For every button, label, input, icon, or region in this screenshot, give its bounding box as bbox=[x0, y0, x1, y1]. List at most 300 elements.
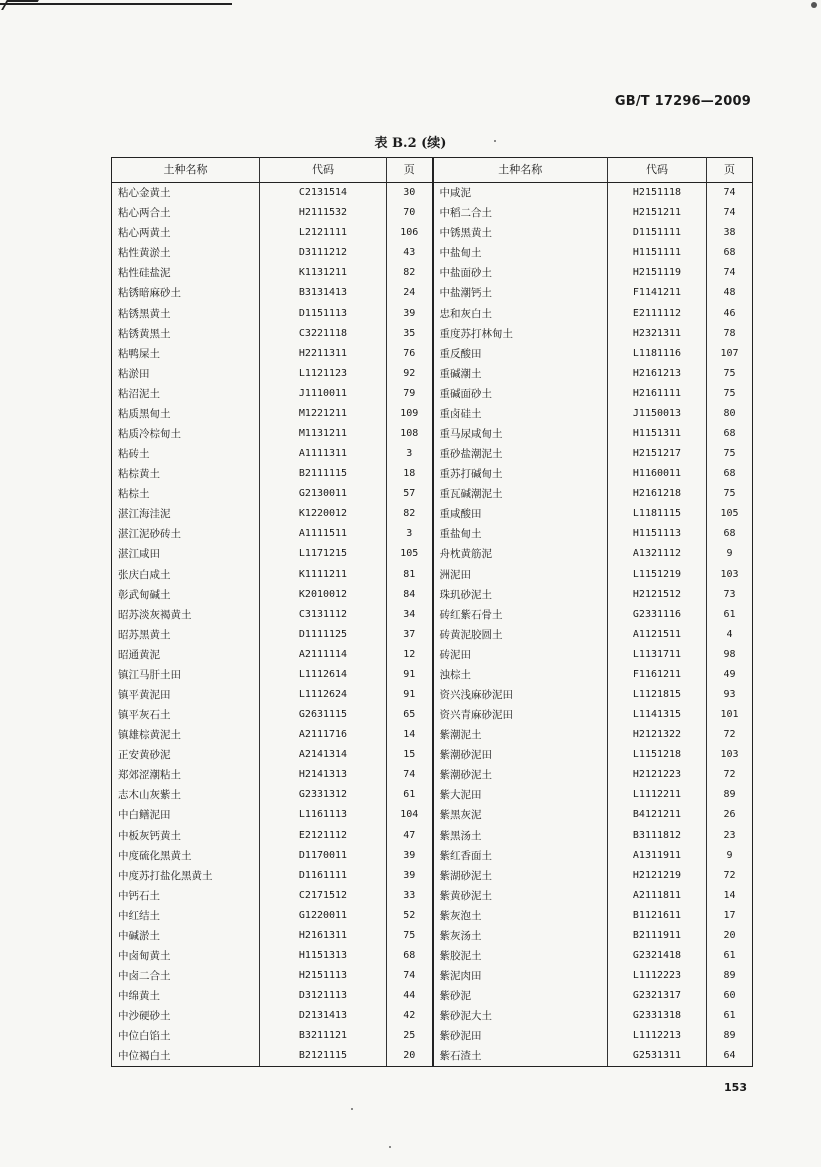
soil-name-cell: 中红结土 bbox=[112, 906, 260, 926]
page-cell: 3 bbox=[387, 524, 433, 544]
code-cell: H2321311 bbox=[608, 324, 707, 344]
code-cell: H2121219 bbox=[608, 866, 707, 886]
soil-name-cell: 中钙石土 bbox=[112, 886, 260, 906]
page-cell: 38 bbox=[707, 223, 753, 243]
soil-name-cell: 湛江海洼泥 bbox=[112, 504, 260, 524]
soil-name-cell: 紫砂泥 bbox=[433, 986, 608, 1006]
code-cell: H2141313 bbox=[260, 765, 387, 785]
page-cell: 9 bbox=[707, 544, 753, 564]
table-row bbox=[112, 464, 753, 484]
page-cell: 46 bbox=[707, 303, 753, 323]
soil-name-cell: 紫湖砂泥土 bbox=[433, 866, 608, 886]
page-cell: 15 bbox=[387, 745, 433, 765]
soil-name-cell: 中位白馅土 bbox=[112, 1026, 260, 1046]
table-row bbox=[112, 605, 753, 625]
code-cell: A2111811 bbox=[608, 886, 707, 906]
soil-name-cell: 粘淤田 bbox=[112, 364, 260, 384]
code-cell: D1151111 bbox=[608, 223, 707, 243]
page-cell: 75 bbox=[387, 926, 433, 946]
scan-artifact-line bbox=[0, 3, 232, 5]
table-row bbox=[112, 444, 753, 464]
code-cell: G2331318 bbox=[608, 1006, 707, 1026]
code-cell: G2331116 bbox=[608, 605, 707, 625]
soil-name-cell: 砖红紫石骨土 bbox=[433, 605, 608, 625]
page-cell: 75 bbox=[707, 364, 753, 384]
soil-name-cell: 粘棕黄土 bbox=[112, 464, 260, 484]
page-cell: 34 bbox=[387, 605, 433, 625]
soil-name-cell: 紫灰泡土 bbox=[433, 906, 608, 926]
soil-name-cell: 中盐潮钙土 bbox=[433, 283, 608, 303]
soil-name-cell: 重度苏打林甸土 bbox=[433, 324, 608, 344]
table-row bbox=[112, 183, 753, 204]
soil-name-cell: 粘质冷棕甸土 bbox=[112, 424, 260, 444]
page-cell: 109 bbox=[387, 404, 433, 424]
code-cell: L1171215 bbox=[260, 544, 387, 564]
code-cell: D1151113 bbox=[260, 303, 387, 323]
table-row bbox=[112, 404, 753, 424]
code-cell: K1131211 bbox=[260, 263, 387, 283]
scan-artifact-dot bbox=[811, 2, 817, 8]
soil-name-cell: 粘心两合土 bbox=[112, 203, 260, 223]
code-cell: D1161111 bbox=[260, 866, 387, 886]
col-header-code: 代码 bbox=[260, 158, 387, 183]
code-cell: A1321112 bbox=[608, 544, 707, 564]
table-row bbox=[112, 685, 753, 705]
page-cell: 91 bbox=[387, 665, 433, 685]
code-cell: H1151113 bbox=[608, 524, 707, 544]
page-cell: 33 bbox=[387, 886, 433, 906]
code-cell: H2211311 bbox=[260, 344, 387, 364]
code-cell: K1220012 bbox=[260, 504, 387, 524]
soil-name-cell: 粘锈暗麻砂土 bbox=[112, 283, 260, 303]
soil-name-cell: 资兴浅麻砂泥田 bbox=[433, 685, 608, 705]
code-cell: G2321317 bbox=[608, 986, 707, 1006]
table-row bbox=[112, 303, 753, 323]
code-cell: M1221211 bbox=[260, 404, 387, 424]
code-cell: H2161111 bbox=[608, 384, 707, 404]
code-cell: H1151313 bbox=[260, 946, 387, 966]
soil-name-cell: 粘沼泥土 bbox=[112, 384, 260, 404]
page-cell: 79 bbox=[387, 384, 433, 404]
page-cell: 91 bbox=[387, 685, 433, 705]
table-caption: 表 B.2 (续) bbox=[374, 136, 447, 151]
page-cell: 98 bbox=[707, 645, 753, 665]
soil-name-cell: 粘质黑甸土 bbox=[112, 404, 260, 424]
page-cell: 61 bbox=[707, 605, 753, 625]
code-cell: G2331312 bbox=[260, 785, 387, 805]
code-cell: L1112614 bbox=[260, 665, 387, 685]
page-cell: 92 bbox=[387, 364, 433, 384]
code-cell: L1121123 bbox=[260, 364, 387, 384]
page-cell: 75 bbox=[707, 484, 753, 504]
page-cell: 49 bbox=[707, 665, 753, 685]
page-cell: 105 bbox=[387, 544, 433, 564]
col-header-page: 页 bbox=[387, 158, 433, 183]
code-cell: G2130011 bbox=[260, 484, 387, 504]
code-cell: H1151311 bbox=[608, 424, 707, 444]
soil-name-cell: 重瓦碱潮泥土 bbox=[433, 484, 608, 504]
soil-name-cell: 粘心金黄土 bbox=[112, 183, 260, 204]
table-row bbox=[112, 846, 753, 866]
code-cell: H1160011 bbox=[608, 464, 707, 484]
soil-name-cell: 粘心两黄土 bbox=[112, 223, 260, 243]
table-row bbox=[112, 203, 753, 223]
page-cell: 84 bbox=[387, 585, 433, 605]
soil-name-cell: 重盐甸土 bbox=[433, 524, 608, 544]
page-cell: 39 bbox=[387, 866, 433, 886]
page-cell: 104 bbox=[387, 805, 433, 825]
table-row bbox=[112, 1026, 753, 1046]
soil-name-cell: 镇平灰石土 bbox=[112, 705, 260, 725]
table-row bbox=[112, 384, 753, 404]
table-row bbox=[112, 585, 753, 605]
table-row bbox=[112, 906, 753, 926]
table-row bbox=[112, 324, 753, 344]
page-cell: 80 bbox=[707, 404, 753, 424]
page-cell: 68 bbox=[707, 524, 753, 544]
soil-name-cell: 郑郊涩潮粘土 bbox=[112, 765, 260, 785]
page-cell: 37 bbox=[387, 625, 433, 645]
page-cell: 44 bbox=[387, 986, 433, 1006]
code-cell: H2121512 bbox=[608, 585, 707, 605]
code-cell: H2151118 bbox=[608, 183, 707, 204]
col-header-code: 代码 bbox=[608, 158, 707, 183]
code-cell: F1161211 bbox=[608, 665, 707, 685]
table-row bbox=[112, 826, 753, 846]
page-cell: 43 bbox=[387, 243, 433, 263]
code-cell: E2111112 bbox=[608, 303, 707, 323]
page-cell: 23 bbox=[707, 826, 753, 846]
code-cell: H1151111 bbox=[608, 243, 707, 263]
page-cell: 76 bbox=[387, 344, 433, 364]
code-cell: G1220011 bbox=[260, 906, 387, 926]
code-cell: H2151211 bbox=[608, 203, 707, 223]
soil-name-cell: 中碱淤土 bbox=[112, 926, 260, 946]
table-row bbox=[112, 665, 753, 685]
table-body bbox=[112, 183, 753, 1067]
page-cell: 103 bbox=[707, 564, 753, 584]
page-cell: 61 bbox=[387, 785, 433, 805]
soil-name-cell: 紫石渣土 bbox=[433, 1046, 608, 1067]
soil-name-cell: 中盐面砂土 bbox=[433, 263, 608, 283]
page-cell: 61 bbox=[707, 946, 753, 966]
page-cell: 101 bbox=[707, 705, 753, 725]
page-cell: 82 bbox=[387, 504, 433, 524]
page-cell: 20 bbox=[387, 1046, 433, 1067]
code-cell: D3121113 bbox=[260, 986, 387, 1006]
soil-name-cell: 湛江咸田 bbox=[112, 544, 260, 564]
code-cell: K2010012 bbox=[260, 585, 387, 605]
page-cell: 26 bbox=[707, 805, 753, 825]
table-row bbox=[112, 645, 753, 665]
soil-name-cell: 中稻二合土 bbox=[433, 203, 608, 223]
page-cell: 68 bbox=[387, 946, 433, 966]
scan-speck bbox=[494, 140, 496, 142]
page-cell: 74 bbox=[387, 966, 433, 986]
soil-name-cell: 重碱潮土 bbox=[433, 364, 608, 384]
page-cell: 14 bbox=[387, 725, 433, 745]
code-cell: B3111812 bbox=[608, 826, 707, 846]
soil-name-cell: 重咸酸田 bbox=[433, 504, 608, 524]
table-row bbox=[112, 504, 753, 524]
code-cell: H2161311 bbox=[260, 926, 387, 946]
soil-name-cell: 粘砖土 bbox=[112, 444, 260, 464]
soil-name-cell: 中度硫化黑黄土 bbox=[112, 846, 260, 866]
code-cell: L1161113 bbox=[260, 805, 387, 825]
code-cell: B4121211 bbox=[608, 805, 707, 825]
code-cell: L1141315 bbox=[608, 705, 707, 725]
page-cell: 48 bbox=[707, 283, 753, 303]
code-cell: L1181115 bbox=[608, 504, 707, 524]
code-cell: A1111311 bbox=[260, 444, 387, 464]
scan-speck bbox=[351, 1108, 353, 1110]
page-cell: 75 bbox=[707, 384, 753, 404]
soil-name-cell: 昭苏淡灰褐黄土 bbox=[112, 605, 260, 625]
code-cell: D3111212 bbox=[260, 243, 387, 263]
table-row bbox=[112, 986, 753, 1006]
code-cell: L1131711 bbox=[608, 645, 707, 665]
page-cell: 89 bbox=[707, 785, 753, 805]
page-cell: 70 bbox=[387, 203, 433, 223]
code-cell: H2111532 bbox=[260, 203, 387, 223]
code-cell: K1111211 bbox=[260, 564, 387, 584]
code-cell: L1181116 bbox=[608, 344, 707, 364]
soil-name-cell: 重卤硅土 bbox=[433, 404, 608, 424]
soil-name-cell: 镇江马肝土田 bbox=[112, 665, 260, 685]
code-cell: C3131112 bbox=[260, 605, 387, 625]
code-cell: G2321418 bbox=[608, 946, 707, 966]
soil-name-cell: 重碱面砂土 bbox=[433, 384, 608, 404]
code-cell: B3211121 bbox=[260, 1026, 387, 1046]
table-row bbox=[112, 745, 753, 765]
code-cell: C2131514 bbox=[260, 183, 387, 204]
soil-name-cell: 忠和灰白土 bbox=[433, 303, 608, 323]
table-row bbox=[112, 966, 753, 986]
soil-name-cell: 中锈黑黄土 bbox=[433, 223, 608, 243]
table-row bbox=[112, 1006, 753, 1026]
page-cell: 9 bbox=[707, 846, 753, 866]
code-cell: G2531311 bbox=[608, 1046, 707, 1067]
code-cell: B2111911 bbox=[608, 926, 707, 946]
soil-name-cell: 紫黑灰泥 bbox=[433, 805, 608, 825]
page-cell: 12 bbox=[387, 645, 433, 665]
page-cell: 60 bbox=[707, 986, 753, 1006]
page-cell: 82 bbox=[387, 263, 433, 283]
table-header-row bbox=[112, 158, 753, 183]
soil-name-cell: 紫黄砂泥土 bbox=[433, 886, 608, 906]
soil-name-cell: 砖黄泥胶圆土 bbox=[433, 625, 608, 645]
table-row bbox=[112, 946, 753, 966]
soil-name-cell: 资兴青麻砂泥田 bbox=[433, 705, 608, 725]
table-row bbox=[112, 524, 753, 544]
page-cell: 108 bbox=[387, 424, 433, 444]
soil-name-cell: 中卤甸黄土 bbox=[112, 946, 260, 966]
page-cell: 72 bbox=[707, 725, 753, 745]
page-cell: 39 bbox=[387, 846, 433, 866]
soil-name-cell: 紫灰汤土 bbox=[433, 926, 608, 946]
page-cell: 68 bbox=[707, 464, 753, 484]
code-cell: D1170011 bbox=[260, 846, 387, 866]
table-row bbox=[112, 223, 753, 243]
code-cell: B2111115 bbox=[260, 464, 387, 484]
code-cell: J1150013 bbox=[608, 404, 707, 424]
soil-name-cell: 重砂盐潮泥土 bbox=[433, 444, 608, 464]
code-cell: D1111125 bbox=[260, 625, 387, 645]
page-cell: 25 bbox=[387, 1026, 433, 1046]
page-cell: 30 bbox=[387, 183, 433, 204]
code-cell: A1121511 bbox=[608, 625, 707, 645]
page-cell: 74 bbox=[707, 203, 753, 223]
page-cell: 52 bbox=[387, 906, 433, 926]
page-cell: 74 bbox=[707, 263, 753, 283]
soil-name-cell: 紫大泥田 bbox=[433, 785, 608, 805]
soil-name-cell: 紫潮砂泥土 bbox=[433, 765, 608, 785]
page-cell: 39 bbox=[387, 303, 433, 323]
page-cell: 14 bbox=[707, 886, 753, 906]
code-cell: J1110011 bbox=[260, 384, 387, 404]
soil-name-cell: 紫砂泥田 bbox=[433, 1026, 608, 1046]
table-row bbox=[112, 1046, 753, 1067]
table-row bbox=[112, 364, 753, 384]
table-row bbox=[112, 263, 753, 283]
code-cell: F1141211 bbox=[608, 283, 707, 303]
code-cell: L1112223 bbox=[608, 966, 707, 986]
soil-name-cell: 张庆白咸土 bbox=[112, 564, 260, 584]
page-cell: 106 bbox=[387, 223, 433, 243]
page-cell: 81 bbox=[387, 564, 433, 584]
page-cell: 68 bbox=[707, 243, 753, 263]
table-row bbox=[112, 283, 753, 303]
table-row bbox=[112, 886, 753, 906]
soil-name-cell: 重苏打碱甸土 bbox=[433, 464, 608, 484]
page-cell: 72 bbox=[707, 765, 753, 785]
code-cell: C2171512 bbox=[260, 886, 387, 906]
table-row bbox=[112, 625, 753, 645]
page-cell: 78 bbox=[707, 324, 753, 344]
soil-name-cell: 中绵黄土 bbox=[112, 986, 260, 1006]
table-row bbox=[112, 805, 753, 825]
scan-speck bbox=[389, 1146, 391, 1148]
soil-name-cell: 舟枕黄筋泥 bbox=[433, 544, 608, 564]
table-row bbox=[112, 544, 753, 564]
soil-name-cell: 粘鸭屎土 bbox=[112, 344, 260, 364]
code-cell: H2161213 bbox=[608, 364, 707, 384]
table-row bbox=[112, 564, 753, 584]
soil-name-cell: 紫胶泥土 bbox=[433, 946, 608, 966]
soil-name-cell: 中白鳝泥田 bbox=[112, 805, 260, 825]
table-row bbox=[112, 866, 753, 886]
soil-name-cell: 粘性黄淤土 bbox=[112, 243, 260, 263]
code-cell: L1112213 bbox=[608, 1026, 707, 1046]
page-cell: 73 bbox=[707, 585, 753, 605]
soil-name-cell: 紫泥肉田 bbox=[433, 966, 608, 986]
table-row bbox=[112, 484, 753, 504]
page-cell: 42 bbox=[387, 1006, 433, 1026]
table-row bbox=[112, 243, 753, 263]
soil-name-cell: 粘棕土 bbox=[112, 484, 260, 504]
code-cell: B3131413 bbox=[260, 283, 387, 303]
soil-name-cell: 昭通黄泥 bbox=[112, 645, 260, 665]
code-cell: L1112624 bbox=[260, 685, 387, 705]
code-cell: D2131413 bbox=[260, 1006, 387, 1026]
code-cell: L1151218 bbox=[608, 745, 707, 765]
soil-name-cell: 砖泥田 bbox=[433, 645, 608, 665]
page-cell: 72 bbox=[707, 866, 753, 886]
soil-name-cell: 中度苏打盐化黑黄土 bbox=[112, 866, 260, 886]
soil-name-cell: 中盐甸土 bbox=[433, 243, 608, 263]
page-cell: 3 bbox=[387, 444, 433, 464]
soil-name-cell: 重马尿咸甸土 bbox=[433, 424, 608, 444]
code-cell: L2121111 bbox=[260, 223, 387, 243]
soil-name-cell: 粘性硅盐泥 bbox=[112, 263, 260, 283]
code-cell: H2151119 bbox=[608, 263, 707, 283]
soil-name-cell: 洲泥田 bbox=[433, 564, 608, 584]
code-cell: A1311911 bbox=[608, 846, 707, 866]
page-cell: 24 bbox=[387, 283, 433, 303]
code-cell: H2121322 bbox=[608, 725, 707, 745]
soil-name-cell: 紫黑汤土 bbox=[433, 826, 608, 846]
soil-name-cell: 珠玑砂泥土 bbox=[433, 585, 608, 605]
code-cell: H2161218 bbox=[608, 484, 707, 504]
page-cell: 68 bbox=[707, 424, 753, 444]
code-cell: B2121115 bbox=[260, 1046, 387, 1067]
page-cell: 61 bbox=[707, 1006, 753, 1026]
col-header-soil-name: 土种名称 bbox=[112, 158, 260, 183]
page-cell: 89 bbox=[707, 966, 753, 986]
code-cell: L1112211 bbox=[608, 785, 707, 805]
soil-name-cell: 志木山灰紫土 bbox=[112, 785, 260, 805]
soil-name-cell: 镇雄棕黄泥土 bbox=[112, 725, 260, 745]
soil-name-cell: 紫砂泥大土 bbox=[433, 1006, 608, 1026]
code-cell: H2151113 bbox=[260, 966, 387, 986]
page-cell: 35 bbox=[387, 324, 433, 344]
col-header-page: 页 bbox=[707, 158, 753, 183]
soil-name-cell: 粘锈黑黄土 bbox=[112, 303, 260, 323]
code-cell: L1151219 bbox=[608, 564, 707, 584]
code-cell: G2631115 bbox=[260, 705, 387, 725]
code-cell: C3221118 bbox=[260, 324, 387, 344]
page-cell: 4 bbox=[707, 625, 753, 645]
soil-name-cell: 湛江泥砂砖土 bbox=[112, 524, 260, 544]
code-cell: M1131211 bbox=[260, 424, 387, 444]
col-header-soil-name: 土种名称 bbox=[433, 158, 608, 183]
standard-number: GB/T 17296—2009 bbox=[614, 94, 751, 109]
soil-name-cell: 紫潮砂泥田 bbox=[433, 745, 608, 765]
code-cell: H2151217 bbox=[608, 444, 707, 464]
page-cell: 57 bbox=[387, 484, 433, 504]
table-row bbox=[112, 725, 753, 745]
soil-name-cell: 紫潮泥土 bbox=[433, 725, 608, 745]
table-row bbox=[112, 926, 753, 946]
code-cell: B1121611 bbox=[608, 906, 707, 926]
page-cell: 74 bbox=[707, 183, 753, 204]
soil-name-cell: 浊棕土 bbox=[433, 665, 608, 685]
code-cell: A2141314 bbox=[260, 745, 387, 765]
soil-name-cell: 正安黄砂泥 bbox=[112, 745, 260, 765]
soil-name-cell: 中位褐白土 bbox=[112, 1046, 260, 1067]
page-cell: 103 bbox=[707, 745, 753, 765]
soil-name-cell: 中板灰钙黄土 bbox=[112, 826, 260, 846]
soil-name-cell: 粘锈黄黑土 bbox=[112, 324, 260, 344]
soil-name-cell: 昭苏黑黄土 bbox=[112, 625, 260, 645]
soil-name-cell: 镇平黄泥田 bbox=[112, 685, 260, 705]
page-cell: 107 bbox=[707, 344, 753, 364]
table-row bbox=[112, 785, 753, 805]
page-cell: 74 bbox=[387, 765, 433, 785]
code-cell: L1121815 bbox=[608, 685, 707, 705]
soil-name-cell: 紫红香面土 bbox=[433, 846, 608, 866]
page-cell: 75 bbox=[707, 444, 753, 464]
